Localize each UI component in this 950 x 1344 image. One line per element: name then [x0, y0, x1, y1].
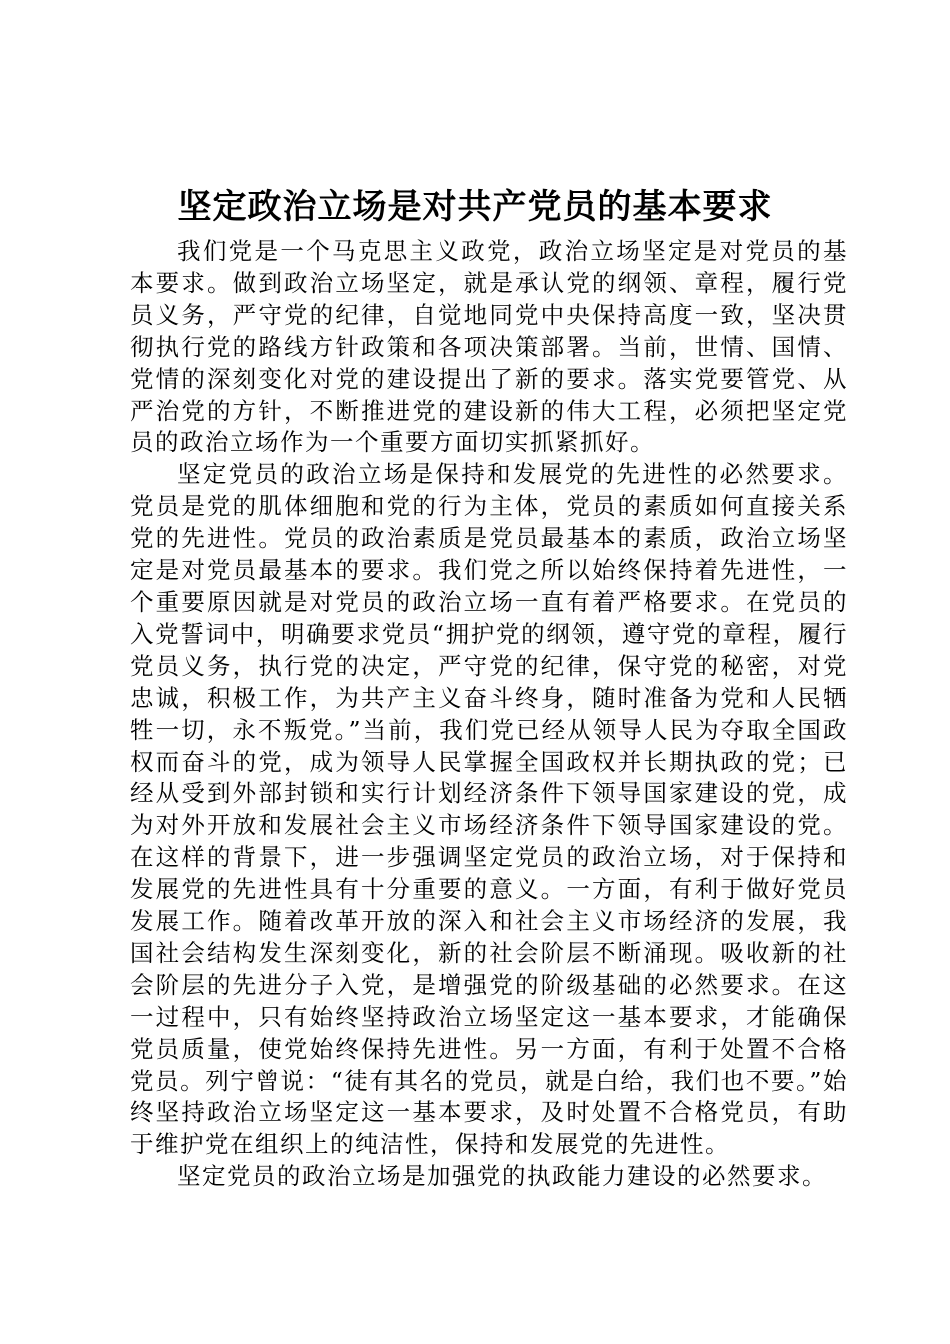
paragraph: 坚定党员的政治立场是保持和发展党的先进性的必然要求。党员是党的肌体细胞和党的行为主体，党员的素质如何直接关系党的先进性。党员的政治素质是党员最基本的素质，政治立场坚定是对党员最基本的要求。我们党之所以始终保持着先进性，一个重要原因就是对党员的政治立场一直有着严格要求。在党员的入党誓词中，明确要求党员“拥护党的纲领，遵守党的章程，履行党员义务，执行党的决定，严守党的纪律，保守党的秘密，对党忠诚，积极工作，为共产主义奋斗终身，随时准备为党和人民牺牲一切，永不叛党。”当前，我们党已经从领导人民为夺取全国政权而奋斗的党，成为领导人民掌握全国政权并长期执政的党；已经从受到外部封锁和实行计划经济条件下领导国家建设的党，成为对外开放和发展社会主义市场经济条件下领导国家建设的党。在这样的背景下，进一步强调坚定党员的政治立场，对于保持和发展党的先进性具有十分重要的意义。一方面，有利于做好党员发展工作。随着改革开放的深入和社会主义市场经济的发展，我国社会结构发生深刻变化，新的社会阶层不断涌现。吸收新的社会阶层的先进分子入党，是增强党的阶级基础的必然要求。在这一过程中，只有始终坚持政治立场坚定这一基本要求，才能确保党员质量，使党始终保持先进性。另一方面，有利于处置不合格党员。列宁曾说：“徒有其名的党员，就是白给，我们也不要。”始终坚持政治立场坚定这一基本要求，及时处置不合格党员，有助于维护党在组织上的纯洁性，保持和发展党的先进性。	[130, 460, 848, 1159]
paragraph: 坚定党员的政治立场是加强党的执政能力建设的必然要求。	[177, 1162, 827, 1191]
document-body	[130, 236, 848, 1193]
document-title: 坚定政治立场是对共产党员的基本要求	[177, 187, 773, 227]
paragraph: 我们党是一个马克思主义政党，政治立场坚定是对党员的基本要求。做到政治立场坚定，就是承认党的纲领、章程，履行党员义务，严守党的纪律，自觉地同党中央保持高度一致，坚决贯彻执行党的路线方针政策和各项决策部署。当前，世情、国情、党情的深刻变化对党的建设提出了新的要求。落实党要管党、从严治党的方针，不断推进党的建设新的伟大工程，必须把坚定党员的政治立场作为一个重要方面切实抓紧抓好。	[130, 237, 848, 457]
